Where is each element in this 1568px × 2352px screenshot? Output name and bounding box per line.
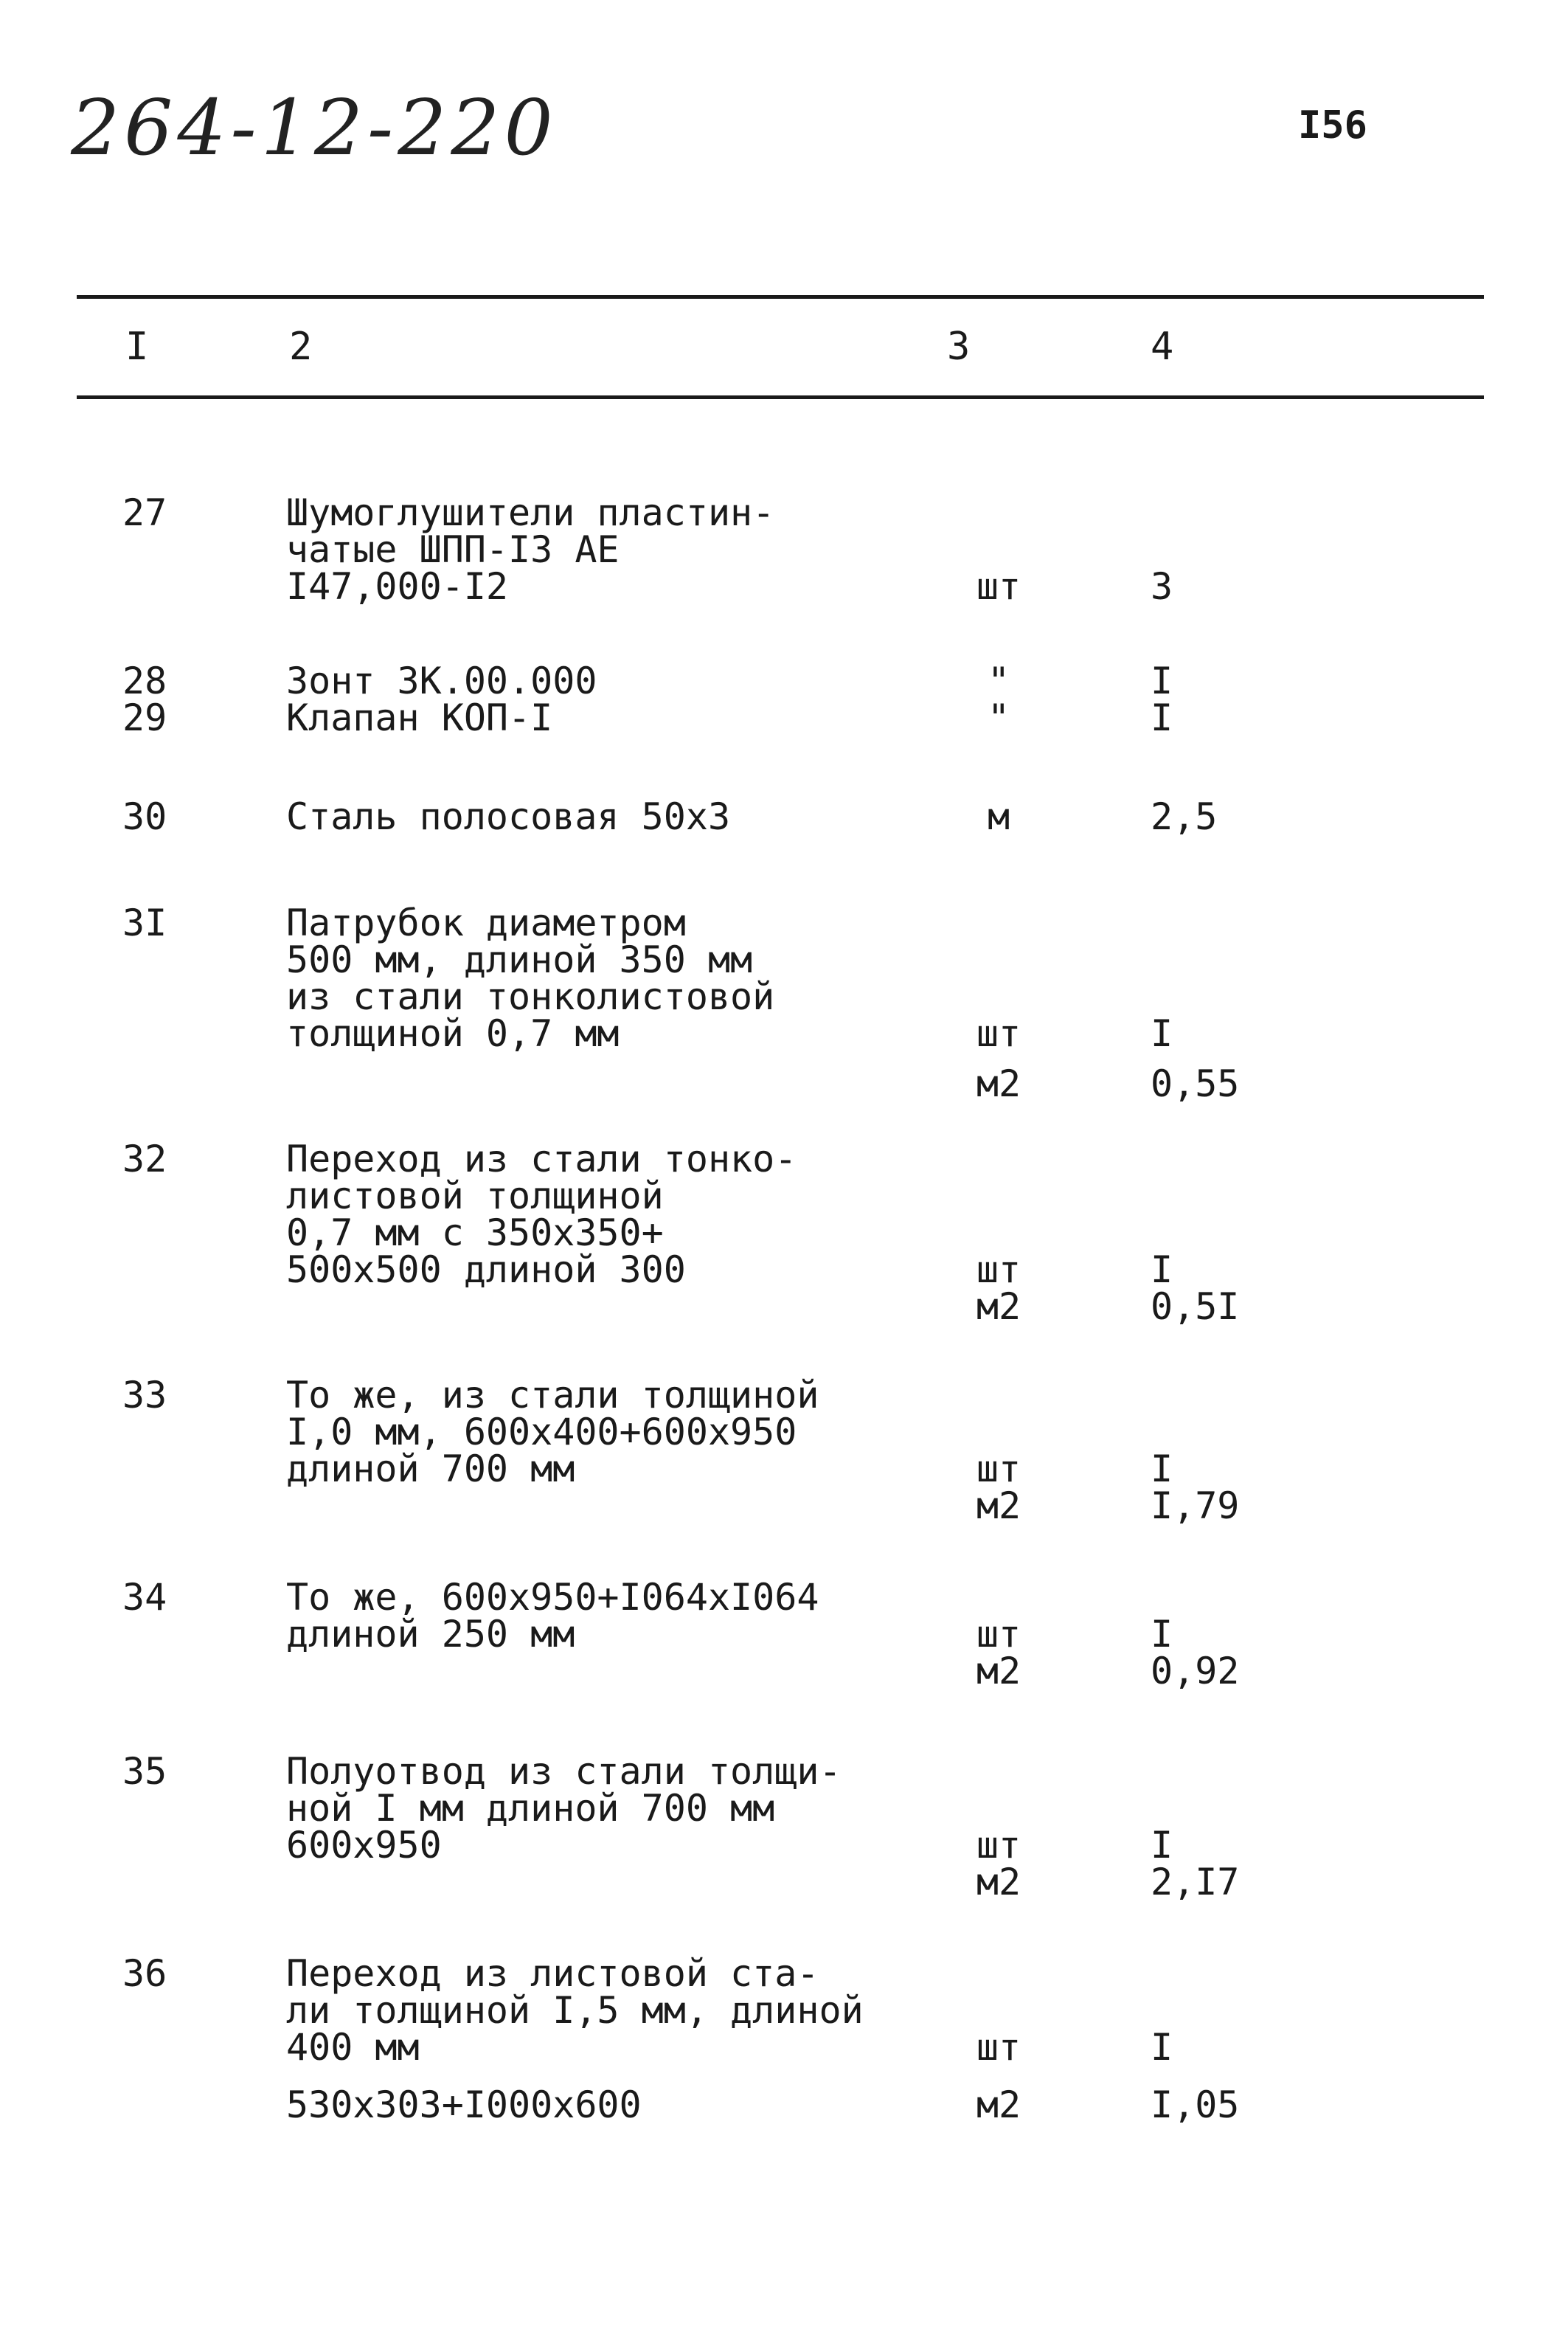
- row-quantity: I 0,92: [1151, 1613, 1240, 1692]
- column-header-1: I: [125, 325, 149, 369]
- row-name: Переход из стали тонко- листовой толщиной 0,7 мм с 350х350+ 500х500 длиной 300: [286, 1138, 797, 1291]
- row-name: Зонт ЗК.00.000 Клапан КОП-I: [286, 660, 597, 739]
- row-unit: шт м2: [976, 1613, 1021, 1692]
- row-quantity: I: [1151, 1012, 1173, 1055]
- row-unit: м: [987, 795, 1010, 838]
- row-quantity: 0,55: [1151, 1062, 1240, 1105]
- row-quantity: I,05: [1151, 2083, 1240, 2126]
- column-header-3: 3: [947, 325, 971, 369]
- column-header-4: 4: [1151, 325, 1174, 369]
- column-header-2: 2: [289, 325, 313, 369]
- row-unit: м2: [976, 1062, 1021, 1105]
- row-name: То же, 600х950+I064хI064 длиной 250 мм: [286, 1576, 819, 1656]
- row-name: Переход из листовой ста- ли толщиной I,5 мм, длиной 400 мм: [286, 1952, 864, 2069]
- row-unit: шт м2: [976, 1447, 1021, 1527]
- row-unit: шт м2: [976, 1248, 1021, 1328]
- row-number: 33: [122, 1374, 167, 1417]
- row-number: 27: [122, 491, 167, 534]
- header-bottom-rule: [77, 395, 1484, 399]
- row-unit: шт: [976, 2026, 1021, 2069]
- top-rule: [77, 295, 1484, 299]
- row-unit: шт: [976, 565, 1021, 608]
- row-quantity: 3: [1151, 565, 1173, 608]
- row-number: 28 29: [122, 660, 167, 739]
- row-name: Шумоглушители пластин- чатые ШПП-I3 АЕ I47,000-I2: [286, 491, 775, 608]
- row-unit: " ": [987, 660, 1010, 739]
- row-number: 32: [122, 1138, 167, 1180]
- row-number: 36: [122, 1952, 167, 1995]
- row-number: 30: [122, 795, 167, 838]
- row-unit: шт: [976, 1012, 1021, 1055]
- row-number: 35: [122, 1750, 167, 1793]
- row-name: Патрубок диаметром 500 мм, длиной 350 мм из стали тонколистовой толщиной 0,7 мм: [286, 902, 775, 1055]
- row-name: То же, из стали толщиной I,0 мм, 600х400+600х950 длиной 700 мм: [286, 1374, 819, 1490]
- row-quantity: I I: [1151, 660, 1173, 739]
- row-name: Полуотвод из стали толщи- ной I мм длиной 700 мм 600х950: [286, 1750, 842, 1867]
- row-unit: шт м2: [976, 1824, 1021, 1903]
- row-quantity: I 2,I7: [1151, 1824, 1240, 1903]
- row-number: 34: [122, 1576, 167, 1619]
- doc-number: 264-12-220: [71, 83, 558, 173]
- page-number: I56: [1298, 103, 1367, 148]
- row-name: 530х303+I000х600: [286, 2083, 642, 2126]
- row-unit: м2: [976, 2083, 1021, 2126]
- row-number: 3I: [122, 902, 167, 944]
- row-name: Сталь полосовая 50х3: [286, 795, 731, 838]
- row-quantity: I I,79: [1151, 1447, 1240, 1527]
- row-quantity: I 0,5I: [1151, 1248, 1240, 1328]
- row-quantity: 2,5: [1151, 795, 1218, 838]
- row-quantity: I: [1151, 2026, 1173, 2069]
